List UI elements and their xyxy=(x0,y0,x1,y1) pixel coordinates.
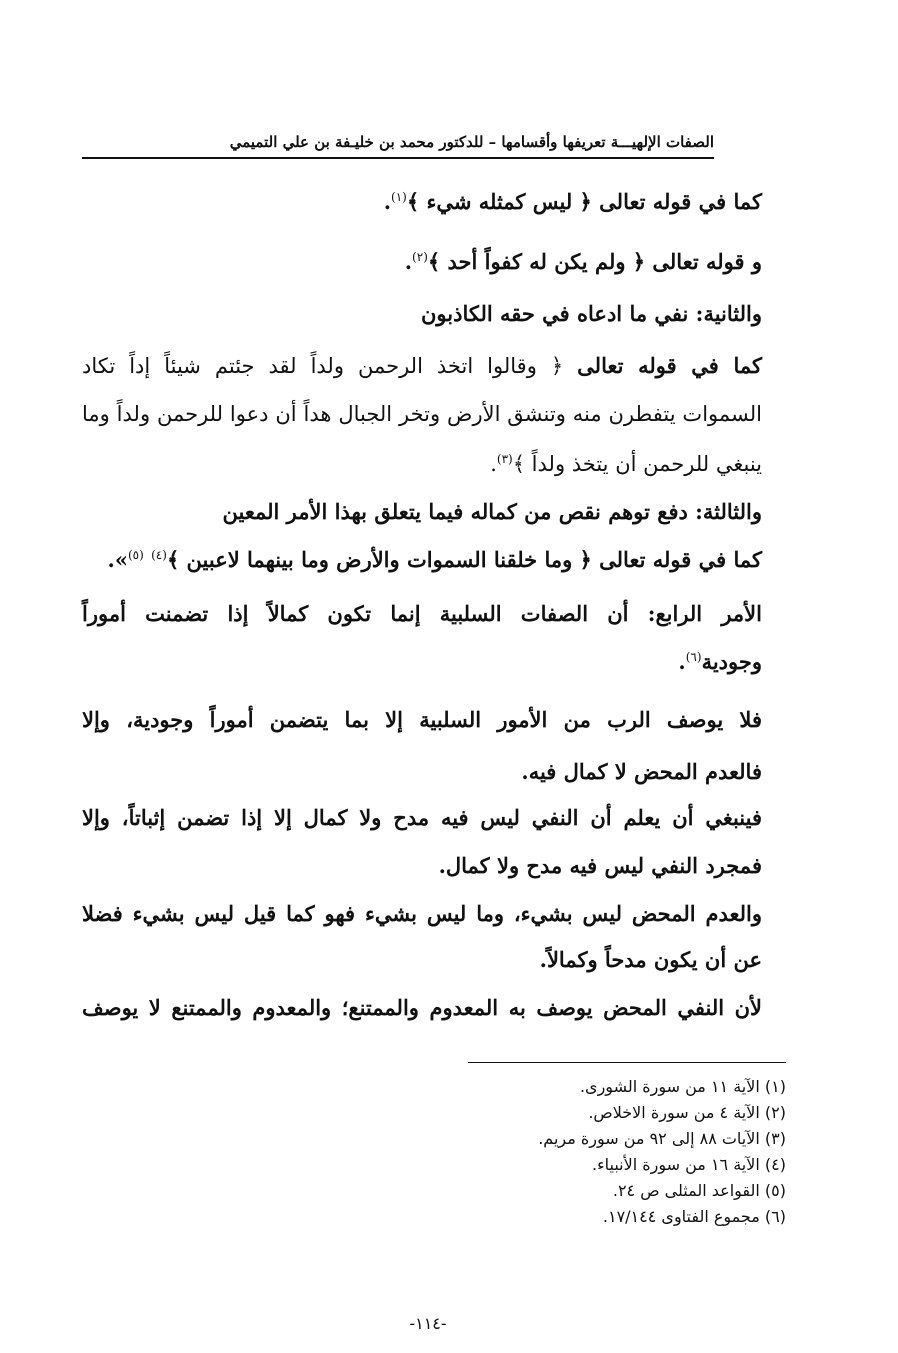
text-line-7: والثالثة: دفع توهم نقص من كماله فيما يتعلق بهذا الأمر المعين xyxy=(222,499,762,524)
text-line-10: وجودية$^{(٦)}$. xyxy=(678,649,762,674)
text-line-4: كما في قوله تعالى ﴿ وقالوا اتخذ الرحمن ولداً لقد جئتم شيئاً إداً تكاد xyxy=(82,353,762,378)
text-line-16: عن أن يكون مدحاً وكمالاً. xyxy=(539,947,762,972)
footnote-ref-3[interactable]: (٣) xyxy=(496,452,513,466)
footnote-ref-6[interactable]: (٦) xyxy=(685,650,702,664)
text-line-3: والثانية: نفي ما ادعاه في حقه الكاذبون xyxy=(420,301,762,326)
footnote-ref-2[interactable]: (٢) xyxy=(412,250,428,264)
text-line-2: و قوله تعالى ﴿ ولم يكن له كفواً أحد ﴾$^{(٢)}$. xyxy=(404,249,762,274)
text-line-17: لأن النفي المحض يوصف به المعدوم والممتنع؛ والمعدوم والممتنع لا يوصف xyxy=(82,995,762,1020)
text-line-1: كما في قوله تعالى ﴿ ليس كمثله شيء ﴾$^{(١)}$. xyxy=(383,189,762,214)
text-line-9: الأمر الرابع: أن الصفات السلبية إنما تكون كمالاً إذا تضمنت أموراً xyxy=(82,601,762,626)
footnote-5: (٥) القواعد المثلى ص ٢٤. xyxy=(612,1181,786,1200)
text-line-8: كما في قوله تعالى ﴿ وما خلقنا السموات والأرض وما بينهما لاعبين ﴾$^{(٤)}$ $^{(٥)}$». xyxy=(107,547,762,572)
footnote-ref-5[interactable]: (٥) xyxy=(127,548,144,562)
footnote-3: (٣) الآيات ٨٨ إلى ٩٢ من سورة مريم. xyxy=(538,1129,786,1148)
footnote-6: (٦) مجموع الفتاوى ١٧/١٤٤. xyxy=(602,1207,786,1226)
text-line-12: فالعدم المحض لا كمال فيه. xyxy=(521,759,762,784)
text-line-11: فلا يوصف الرب من الأمور السلبية إلا بما يتضمن أموراً وجودية، وإلا xyxy=(82,707,762,732)
text-line-6: ينبغي للرحمن أن يتخذ ولداً ﴾$^{(٣)}$. xyxy=(490,452,762,476)
text-line-14: فمجرد النفي ليس فيه مدح ولا كمال. xyxy=(438,853,762,878)
text-line-5: السموات يتفطرن منه وتنشق الأرض وتخر الجبال هداً أن دعوا للرحمن ولداً وما xyxy=(82,402,762,426)
footnote-ref-1[interactable]: (١) xyxy=(391,190,407,204)
footnote-4: (٤) الآية ١٦ من سورة الأنبياء. xyxy=(592,1155,786,1174)
footnotes xyxy=(538,1074,786,1230)
text-line-15: والعدم المحض ليس بشيء، وما ليس بشيء فهو كما قيل ليس بشيء فضلا xyxy=(82,901,762,926)
page-number: -١١٤- xyxy=(409,1314,447,1333)
running-header: الصفات الإلهيـــة تعريفها وأقسامها – للدكتور محمد بن خليـفة بن علي التميمي xyxy=(229,133,714,151)
text-line-13: فينبغي أن يعلم أن النفي ليس فيه مدح ولا كمال إلا إذا تضمن إثباتاً، وإلا xyxy=(82,805,762,830)
footnote-ref-4[interactable]: (٤) xyxy=(151,548,167,562)
header-divider xyxy=(82,157,714,159)
footnote-divider xyxy=(468,1062,786,1063)
footnote-1: (١) الآية ١١ من سورة الشورى. xyxy=(579,1077,786,1096)
footnote-2: (٢) الآية ٤ من سورة الاخلاص. xyxy=(588,1103,786,1122)
